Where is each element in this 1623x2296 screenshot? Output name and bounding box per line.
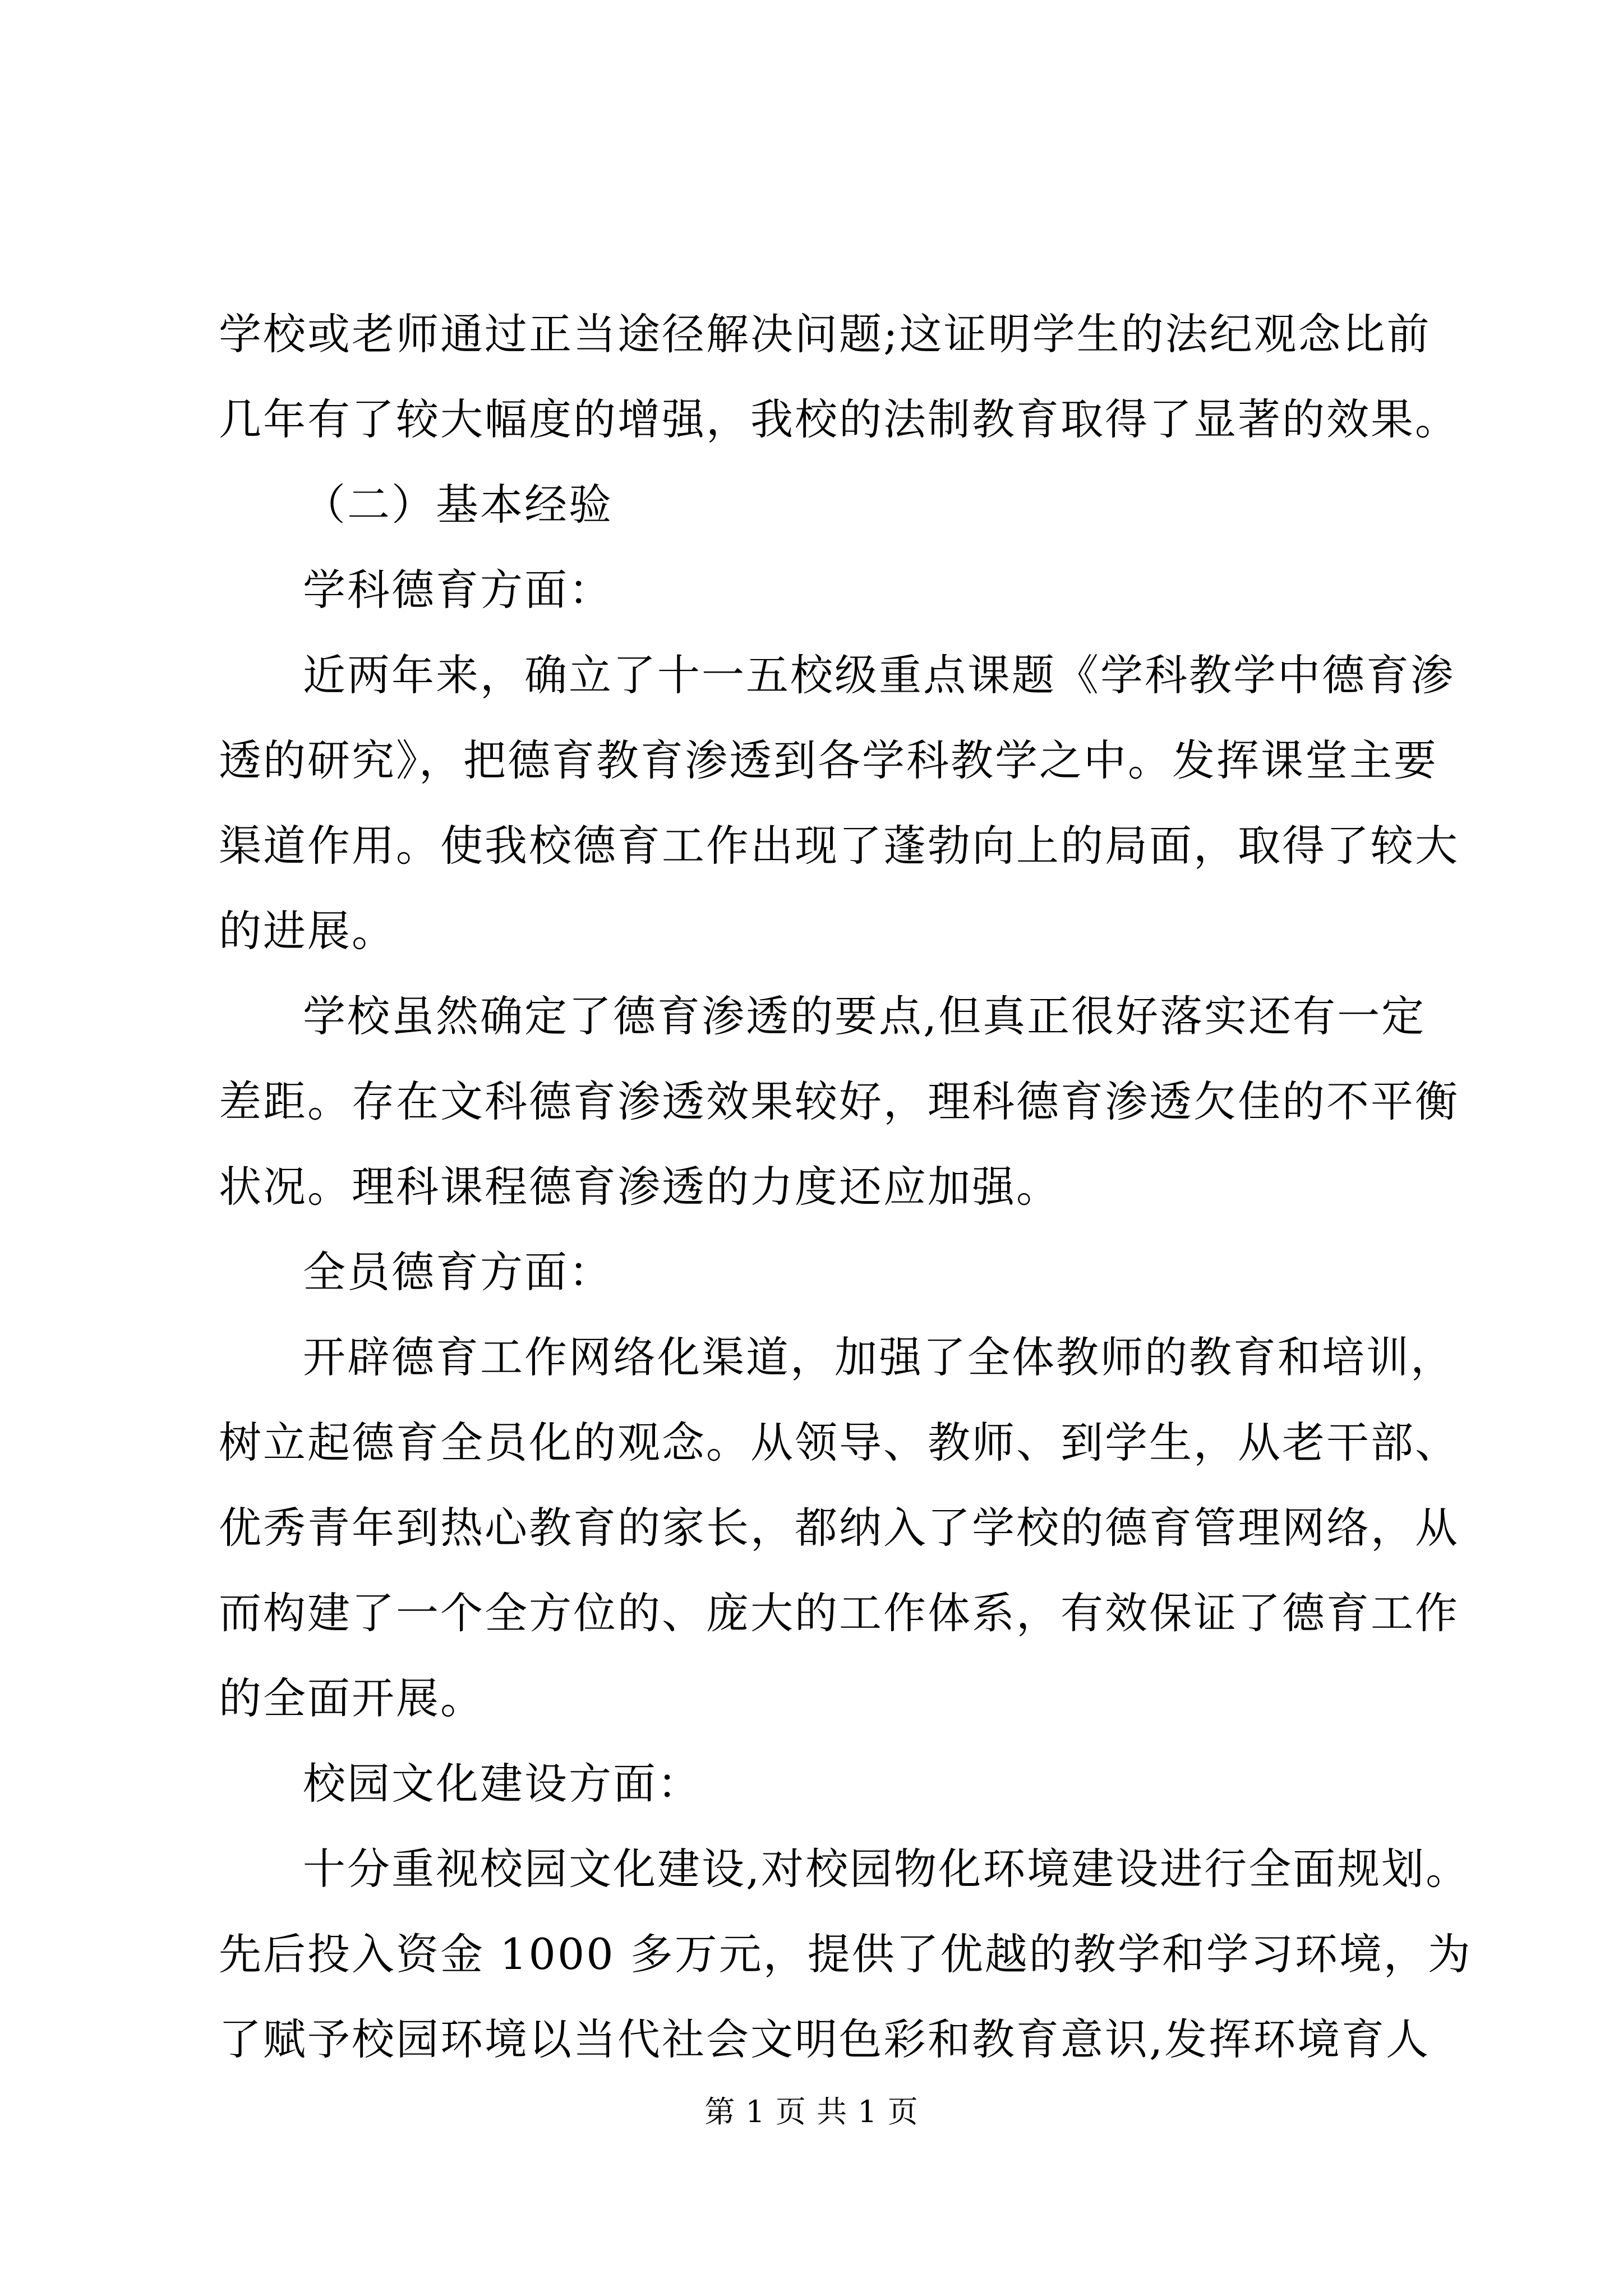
text-line: 透的研究》，把德育教育渗透到各学科教学之中。发挥课堂主要	[219, 735, 1438, 785]
subsection-heading: 学科德育方面：	[303, 565, 613, 615]
text-line: 状况。理科课程德育渗透的力度还应加强。	[219, 1162, 1061, 1212]
text-line: 差距。存在文科德育渗透效果较好，理科德育渗透欠佳的不平衡	[219, 1076, 1459, 1126]
page-number-label: 第 1 页 共 1 页	[704, 2094, 919, 2129]
section-heading: （二）基本经验	[303, 480, 613, 530]
text-line: 开辟德育工作网络化渠道，加强了全体教师的教育和培训，	[303, 1332, 1455, 1382]
text-line: 了赋予校园环境以当代社会文明色彩和教育意识,发挥环境育人	[219, 2014, 1431, 2064]
text-line: 学校虽然确定了德育渗透的要点,但真正很好落实还有一定	[303, 991, 1426, 1041]
text-line: 几年有了较大幅度的增强，我校的法制教育取得了显著的效果。	[219, 394, 1459, 444]
document-body	[219, 292, 1472, 2082]
text-line: 近两年来，确立了十一五校级重点课题《学科教学中德育渗	[303, 650, 1455, 700]
text-line: 树立起德育全员化的观念。从领导、教师、到学生，从老干部、	[219, 1418, 1459, 1467]
subsection-heading: 校园文化建设方面：	[303, 1759, 702, 1809]
text-line: 渠道作用。使我校德育工作出现了蓬勃向上的局面，取得了较大	[219, 821, 1459, 871]
subsection-heading: 全员德育方面：	[303, 1247, 613, 1297]
text-line: 的进展。	[219, 906, 396, 956]
text-line: 的全面开展。	[219, 1673, 485, 1723]
text-line: 十分重视校园文化建设,对校园物化环境建设进行全面规划。	[303, 1844, 1470, 1894]
text-line: 而构建了一个全方位的、庞大的工作体系，有效保证了德育工作	[219, 1588, 1459, 1638]
text-line: 先后投入资金 1000 多万元，提供了优越的教学和学习环境，为	[219, 1929, 1472, 1979]
page-footer	[0, 2092, 1623, 2132]
text-line: 学校或老师通过正当途径解决问题;这证明学生的法纪观念比前	[219, 309, 1431, 359]
text-line: 优秀青年到热心教育的家长，都纳入了学校的德育管理网络，从	[219, 1503, 1459, 1553]
